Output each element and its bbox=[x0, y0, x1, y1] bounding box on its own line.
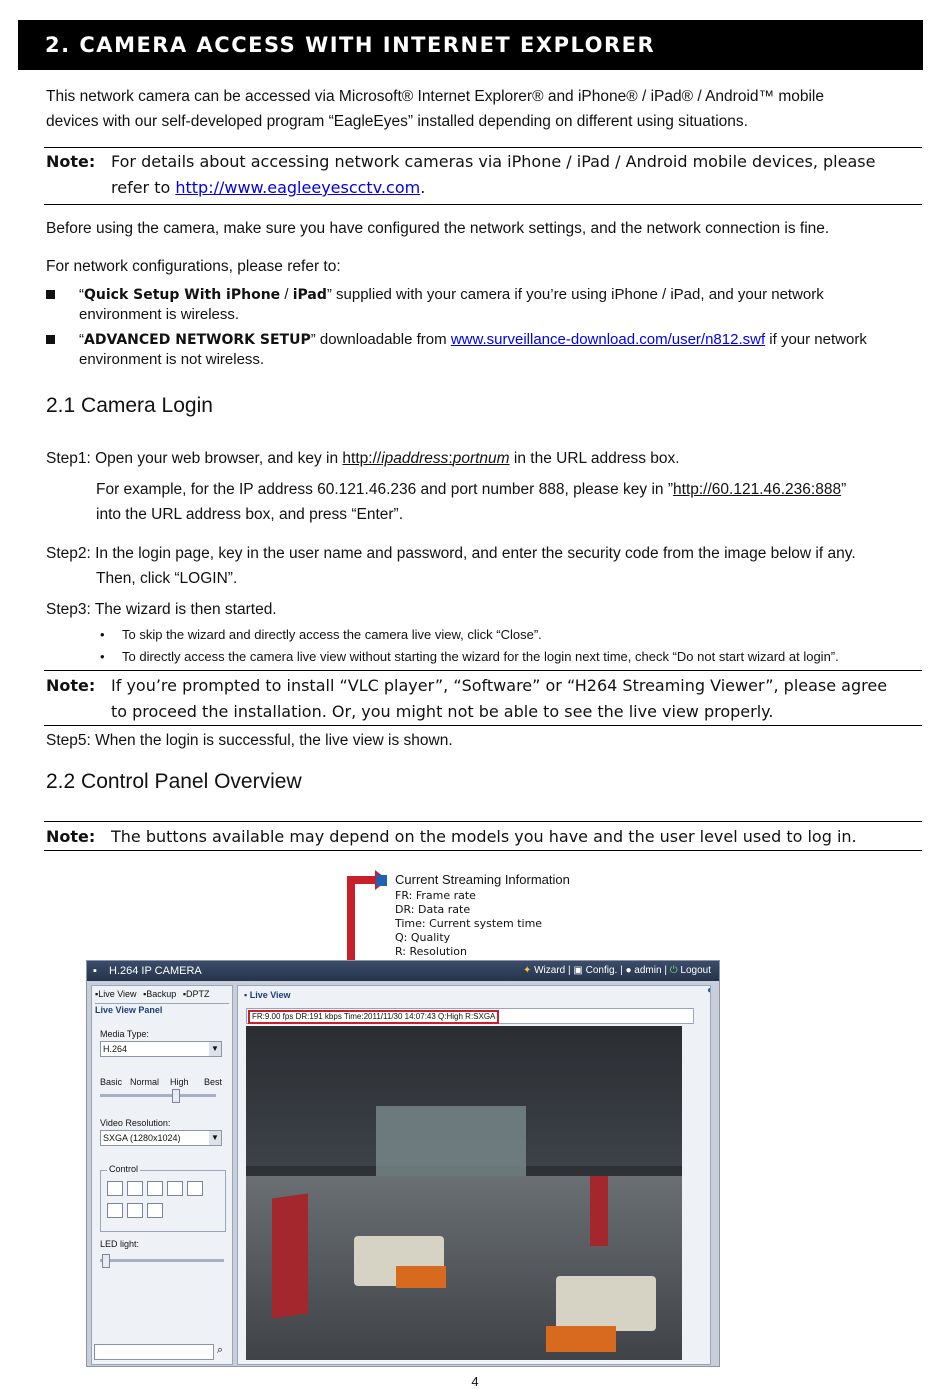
note-label: Note: bbox=[46, 676, 96, 695]
note-rule-bottom bbox=[44, 725, 922, 726]
quote: “ bbox=[79, 286, 84, 303]
callout-item: Time: Current system time bbox=[395, 917, 543, 930]
step1-text: Open your web browser, and key in bbox=[90, 450, 343, 467]
quality-slider[interactable] bbox=[100, 1094, 216, 1097]
menu-admin[interactable]: admin bbox=[634, 965, 662, 976]
flip-icon[interactable] bbox=[147, 1203, 163, 1218]
step-label: Step3: bbox=[46, 601, 91, 618]
floor bbox=[246, 1176, 682, 1360]
quality-labels: Basic Normal High Best bbox=[100, 1077, 223, 1087]
bullet-rest-2: if your network bbox=[765, 331, 867, 348]
callout-legend bbox=[395, 889, 542, 959]
dot-bullet-icon: • bbox=[100, 649, 105, 664]
app-title: H.264 IP CAMERA bbox=[109, 965, 202, 977]
quote: “ bbox=[79, 331, 84, 348]
snapshot-icon[interactable] bbox=[107, 1181, 123, 1196]
note-suffix: . bbox=[420, 178, 426, 197]
video-resolution-select[interactable] bbox=[100, 1130, 222, 1146]
url-example-link[interactable]: http://ipaddress:portnum bbox=[342, 450, 510, 467]
square-bullet-icon bbox=[46, 290, 55, 299]
media-type-select[interactable] bbox=[100, 1041, 222, 1057]
step2-line-2: Then, click “LOGIN”. bbox=[96, 570, 238, 587]
left-panel bbox=[91, 985, 233, 1365]
panel-tabs bbox=[95, 989, 229, 1004]
red-panel-right bbox=[590, 1176, 608, 1246]
step5-text: When the login is successful, the live view is shown. bbox=[90, 732, 453, 749]
mic-icon[interactable] bbox=[187, 1181, 203, 1196]
tab-backup[interactable]: ▪Backup bbox=[143, 989, 177, 999]
eagleeyes-link[interactable]: http://www.eagleeyescctv.com bbox=[175, 178, 421, 197]
step3-text: The wizard is then started. bbox=[90, 601, 277, 618]
for-network-paragraph: For network configurations, please refer to: bbox=[46, 258, 341, 275]
view-icon[interactable] bbox=[107, 1203, 123, 1218]
media-type-value: H.264 bbox=[103, 1044, 128, 1054]
list-item bbox=[100, 646, 930, 668]
help-icon[interactable]: ◐ bbox=[707, 985, 714, 996]
search-icon[interactable]: ⌕ bbox=[217, 1344, 224, 1356]
note-line-1: For details about accessing network cameras via iPhone / iPad / Android mobile devices, please bbox=[111, 152, 876, 171]
note-rule-top bbox=[44, 821, 922, 822]
note-buttons bbox=[46, 824, 926, 850]
sofa-right bbox=[556, 1276, 656, 1331]
info-marker-icon bbox=[376, 875, 387, 886]
before-paragraph: Before using the camera, make sure you have configured the network settings, and the network connection is fine. bbox=[46, 220, 830, 237]
dot-bullet-icon: • bbox=[100, 627, 105, 642]
zoom-icon[interactable] bbox=[127, 1203, 143, 1218]
bullet-item bbox=[46, 285, 926, 329]
step3 bbox=[46, 597, 277, 622]
bullet-bold: ADVANCED NETWORK SETUP bbox=[84, 332, 311, 348]
stream-info-text: FR:9.00 fps DR:191 kbps Time:2011/11/30 14:07:43 Q:High R:SXGA bbox=[248, 1010, 499, 1024]
callout-item: R: Resolution bbox=[395, 945, 467, 958]
example-line-2: into the URL address box, and press “Enter”. bbox=[96, 506, 403, 523]
bullet-line-2: environment is wireless. bbox=[79, 306, 240, 323]
step2 bbox=[46, 541, 936, 566]
bullet-line-2: environment is not wireless. bbox=[79, 351, 265, 368]
note-text: The buttons available may depend on the models you have and the user level used to log in. bbox=[111, 827, 857, 846]
tab-dptz[interactable]: ▪DPTZ bbox=[182, 989, 210, 999]
note-prefix: refer to bbox=[111, 178, 176, 197]
note-eagleeyes bbox=[46, 149, 926, 203]
live-view-pane bbox=[237, 985, 714, 1365]
example-text: For example, for the IP address 60.121.46.236 and port number 888, please key in ” bbox=[96, 481, 674, 498]
intro-line-1: This network camera can be accessed via Microsoft® Internet Explorer® and iPhone® / iPad® / Android™ mobile bbox=[46, 88, 824, 105]
step-label: Step5: bbox=[46, 732, 91, 749]
panel-title: Live View Panel bbox=[95, 1005, 163, 1015]
sep: / bbox=[280, 286, 293, 303]
red-panel-left bbox=[272, 1193, 308, 1318]
orange-table-left bbox=[396, 1266, 446, 1288]
step3-dot-text: To skip the wizard and directly access the camera live view, click “Close”. bbox=[122, 627, 542, 642]
led-slider-handle[interactable] bbox=[102, 1254, 110, 1268]
note-line-1: If you’re prompted to install “VLC player”, “Software” or “H264 Streaming Viewer”, please agree bbox=[111, 676, 888, 695]
menu-logout[interactable]: Logout bbox=[680, 965, 711, 976]
list-item bbox=[100, 624, 930, 646]
user-icon: ● bbox=[625, 965, 632, 976]
note-rule-bottom bbox=[44, 204, 922, 205]
led-light-label: LED light: bbox=[100, 1239, 140, 1249]
chevron-down-icon: ▼ bbox=[209, 1042, 221, 1056]
square-bullet-icon bbox=[46, 335, 55, 344]
callout-item: DR: Data rate bbox=[395, 903, 471, 916]
bullet-item bbox=[46, 330, 926, 374]
intro-line-2: devices with our self-developed program “EagleEyes” installed depending on different using situations. bbox=[46, 113, 748, 130]
step1-example bbox=[96, 477, 936, 527]
bullet-rest: ” supplied with your camera if you’re using iPhone / iPad, and your network bbox=[326, 286, 824, 303]
bullet-rest: ” downloadable from bbox=[310, 331, 451, 348]
live-view-tab[interactable]: ▪ Live View bbox=[244, 990, 291, 1000]
menu-wizard[interactable]: Wizard bbox=[534, 965, 566, 976]
audio-icon[interactable] bbox=[167, 1181, 183, 1196]
bullet-bold: Quick Setup With iPhone bbox=[84, 287, 281, 303]
chevron-down-icon: ▼ bbox=[209, 1131, 221, 1145]
control-panel-figure bbox=[86, 870, 720, 1367]
intro-paragraph bbox=[46, 84, 926, 134]
quality-slider-handle[interactable] bbox=[172, 1089, 180, 1103]
section-2-2-title: 2.2 Control Panel Overview bbox=[46, 770, 302, 793]
search-input[interactable] bbox=[94, 1344, 214, 1360]
control-group bbox=[100, 1164, 226, 1232]
app-title-bar bbox=[87, 961, 719, 981]
step5 bbox=[46, 728, 453, 753]
section-2-1-title: 2.1 Camera Login bbox=[46, 394, 213, 417]
video-resolution-label: Video Resolution: bbox=[100, 1118, 171, 1128]
tab-live-view[interactable]: ▪Live View bbox=[95, 989, 137, 999]
top-menu: ✦ Wizard | ▣ Config. | ● admin | ⏻ Logout bbox=[522, 965, 711, 976]
note-rule-top bbox=[44, 670, 922, 671]
callout-title: Current Streaming Information bbox=[395, 872, 570, 887]
section-header: 2. CAMERA ACCESS WITH INTERNET EXPLORER bbox=[18, 20, 923, 70]
step2-text: In the login page, key in the user name and password, and enter the security code from the image below if any. bbox=[90, 545, 856, 562]
step1 bbox=[46, 446, 936, 471]
example-close: ” bbox=[841, 481, 847, 498]
note-rule-top bbox=[44, 147, 922, 148]
step-label: Step1: bbox=[46, 450, 91, 467]
note-rule-bottom bbox=[44, 850, 922, 851]
control-label: Control bbox=[109, 1164, 139, 1174]
download-link[interactable]: www.surveillance-download.com/user/n812.swf bbox=[450, 331, 766, 348]
logout-icon: ⏻ bbox=[669, 965, 678, 976]
menu-config[interactable]: Config. bbox=[585, 965, 618, 976]
video-resolution-value: SXGA (1280x1024) bbox=[103, 1133, 181, 1143]
page-number: 4 bbox=[471, 1374, 479, 1389]
step1-text-b: in the URL address box. bbox=[509, 450, 680, 467]
note-label: Note: bbox=[46, 152, 96, 171]
callout-item: FR: Frame rate bbox=[395, 889, 476, 902]
note-vlc bbox=[46, 673, 926, 727]
record-icon[interactable] bbox=[147, 1181, 163, 1196]
step-label: Step2: bbox=[46, 545, 91, 562]
app-window bbox=[86, 960, 720, 1367]
media-type-label: Media Type: bbox=[100, 1029, 149, 1039]
step3-dot-text: To directly access the camera live view without starting the wizard for the login next time, check “Do not start wizard at login”. bbox=[122, 649, 839, 664]
note-label: Note: bbox=[46, 827, 96, 846]
camera-live-image bbox=[246, 1026, 682, 1360]
led-slider[interactable] bbox=[100, 1259, 224, 1262]
callout-item: Q: Quality bbox=[395, 931, 451, 944]
config-icon: ▣ bbox=[573, 965, 583, 976]
orange-table-right bbox=[546, 1326, 616, 1352]
bullet-bold-2: iPad bbox=[292, 287, 327, 303]
camera-logo-icon: ▪ bbox=[93, 965, 97, 977]
note-line-2: to proceed the installation. Or, you might not be able to see the live view properly. bbox=[111, 702, 774, 721]
fullscreen-icon[interactable] bbox=[127, 1181, 143, 1196]
example-url[interactable]: http://60.121.46.236:888 bbox=[673, 481, 842, 498]
wizard-icon: ✦ bbox=[522, 965, 532, 976]
